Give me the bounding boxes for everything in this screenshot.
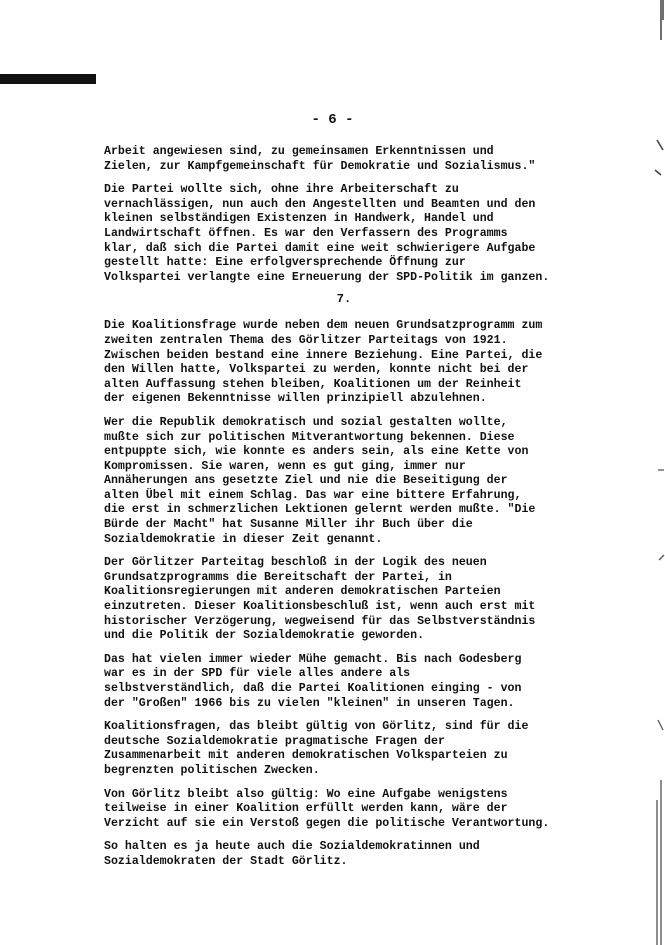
page-number: - 6 - xyxy=(311,112,354,128)
text-line: alten Auffassung stehen bleiben, Koalitionen um der Reinheit xyxy=(104,377,522,391)
text-line: Kompromissen. Sie waren, wenn es gut ging, immer nur xyxy=(104,459,466,473)
section-number: 7. xyxy=(336,292,352,307)
paragraph xyxy=(104,145,574,174)
text-line: Das hat vielen immer wieder Mühe gemacht. Bis nach Godesberg xyxy=(104,652,522,666)
text-line: entpuppte sich, wie konnte es anders sein, als eine Kette von xyxy=(104,445,529,459)
text-line: klar, daß sich die Partei damit eine weit schwierigere Aufgabe xyxy=(104,241,536,255)
scan-edge-marks xyxy=(645,0,665,945)
text-line: Zielen, zur Kampfgemeinschaft für Demokratie und Sozialismus." xyxy=(104,159,536,173)
text-line: Arbeit angewiesen sind, zu gemeinsamen Erkenntnissen und xyxy=(104,145,494,158)
text-line: einzutreten. Dieser Koalitionsbeschluß ist, wenn auch erst mit xyxy=(104,600,536,614)
text-line: alten Übel mit einem Schlag. Das war eine bittere Erfahrung, xyxy=(104,488,522,502)
paragraph xyxy=(104,653,574,711)
text-line: der eigenen Bekenntnisse willen prinzipiell abzulehnen. xyxy=(104,392,487,406)
text-line: Wer die Republik demokratisch und sozial gestalten wollte, xyxy=(104,415,508,429)
text-line: teilweise in einer Koalition erfüllt werden kann, wäre der xyxy=(104,802,508,816)
text-line: selbstverständlich, daß die Partei Koalitionen einging - von xyxy=(104,682,522,695)
paragraph xyxy=(104,788,574,832)
text-line: die erst in schmerzlichen Lektionen gelernt werden mußte. "Die xyxy=(104,503,536,517)
text-line: und die Politik der Sozialdemokratie geworden. xyxy=(104,629,425,643)
paragraph xyxy=(104,720,574,778)
text-line: Volkspartei verlangte eine Erneuerung der SPD-Politik im ganzen. xyxy=(104,270,550,284)
document-body xyxy=(104,145,574,879)
scan-artifact-bar xyxy=(0,74,96,84)
text-line: historischer Verzögerung, wegweisend für das Selbstverständnis xyxy=(104,614,536,628)
text-line: Grundsatzprogramms die Bereitschaft der Partei, in xyxy=(104,570,452,584)
text-line: Bürde der Macht" hat Susanne Miller ihr Buch über die xyxy=(104,518,473,532)
text-line: Koalitionsfragen, das bleibt gültig von Görlitz, sind für die xyxy=(104,720,529,734)
text-line: Der Görlitzer Parteitag beschloß in der Logik des neuen xyxy=(104,556,487,570)
text-line: Landwirtschaft öffnen. Es war den Verfassern des Programms xyxy=(104,226,508,240)
paragraph xyxy=(104,183,574,285)
text-line: Zusammenarbeit mit anderen demokratischen Volksparteien zu xyxy=(104,749,508,763)
text-line: zweiten zentralen Thema des Görlitzer Parteitags von 1921. xyxy=(104,333,508,347)
text-line: Sozialdemokraten der Stadt Görlitz. xyxy=(104,854,348,868)
text-line: Sozialdemokratie in dieser Zeit genannt. xyxy=(104,532,383,546)
text-line: Die Koalitionsfrage wurde neben dem neuen Grundsatzprogramm zum xyxy=(104,319,543,333)
paragraph xyxy=(104,556,574,644)
text-line: deutsche Sozialdemokratie pragmatische Fragen der xyxy=(104,734,445,748)
text-line: kleinen selbständigen Existenzen in Handwerk, Handel und xyxy=(104,212,494,226)
text-line: Koalitionsregierungen mit anderen demokratischen Parteien xyxy=(104,585,501,599)
text-line: Zwischen beiden bestand eine innere Beziehung. Eine Partei, die xyxy=(104,348,543,362)
text-line: Verzicht auf sie ein Verstoß gegen die politische Verantwortung. xyxy=(104,816,550,830)
paragraphs-before-section xyxy=(104,145,574,285)
paragraphs-after-section xyxy=(104,319,574,869)
text-line: begrenzten politischen Zwecken. xyxy=(104,763,320,777)
text-line: der "Großen" 1966 bis zu vielen "kleinen" in unseren Tagen. xyxy=(104,696,515,710)
text-line: war es in der SPD für viele alles andere als xyxy=(104,667,411,681)
paragraph xyxy=(104,416,574,547)
text-line: So halten es ja heute auch die Sozialdemokratinnen und xyxy=(104,840,480,854)
text-line: vernachlässigen, nun auch den Angestellten und Beamten und den xyxy=(104,197,536,211)
paragraph xyxy=(104,319,574,407)
text-line: Von Görlitz bleibt also gültig: Wo eine Aufgabe wenigstens xyxy=(104,787,508,801)
text-line: mußte sich zur politischen Mitverantwortung bekennen. Diese xyxy=(104,430,515,444)
text-line: Annäherungen ans gesetzte Ziel und nie die Beseitigung der xyxy=(104,474,508,488)
text-line: den Willen hatte, Volkspartei zu werden, konnte nicht bei der xyxy=(104,363,529,377)
text-line: gestellt hatte: Eine erfolgversprechende Öffnung zur xyxy=(104,256,466,270)
text-line: Die Partei wollte sich, ohne ihre Arbeiterschaft zu xyxy=(104,183,459,197)
paragraph xyxy=(104,840,574,869)
